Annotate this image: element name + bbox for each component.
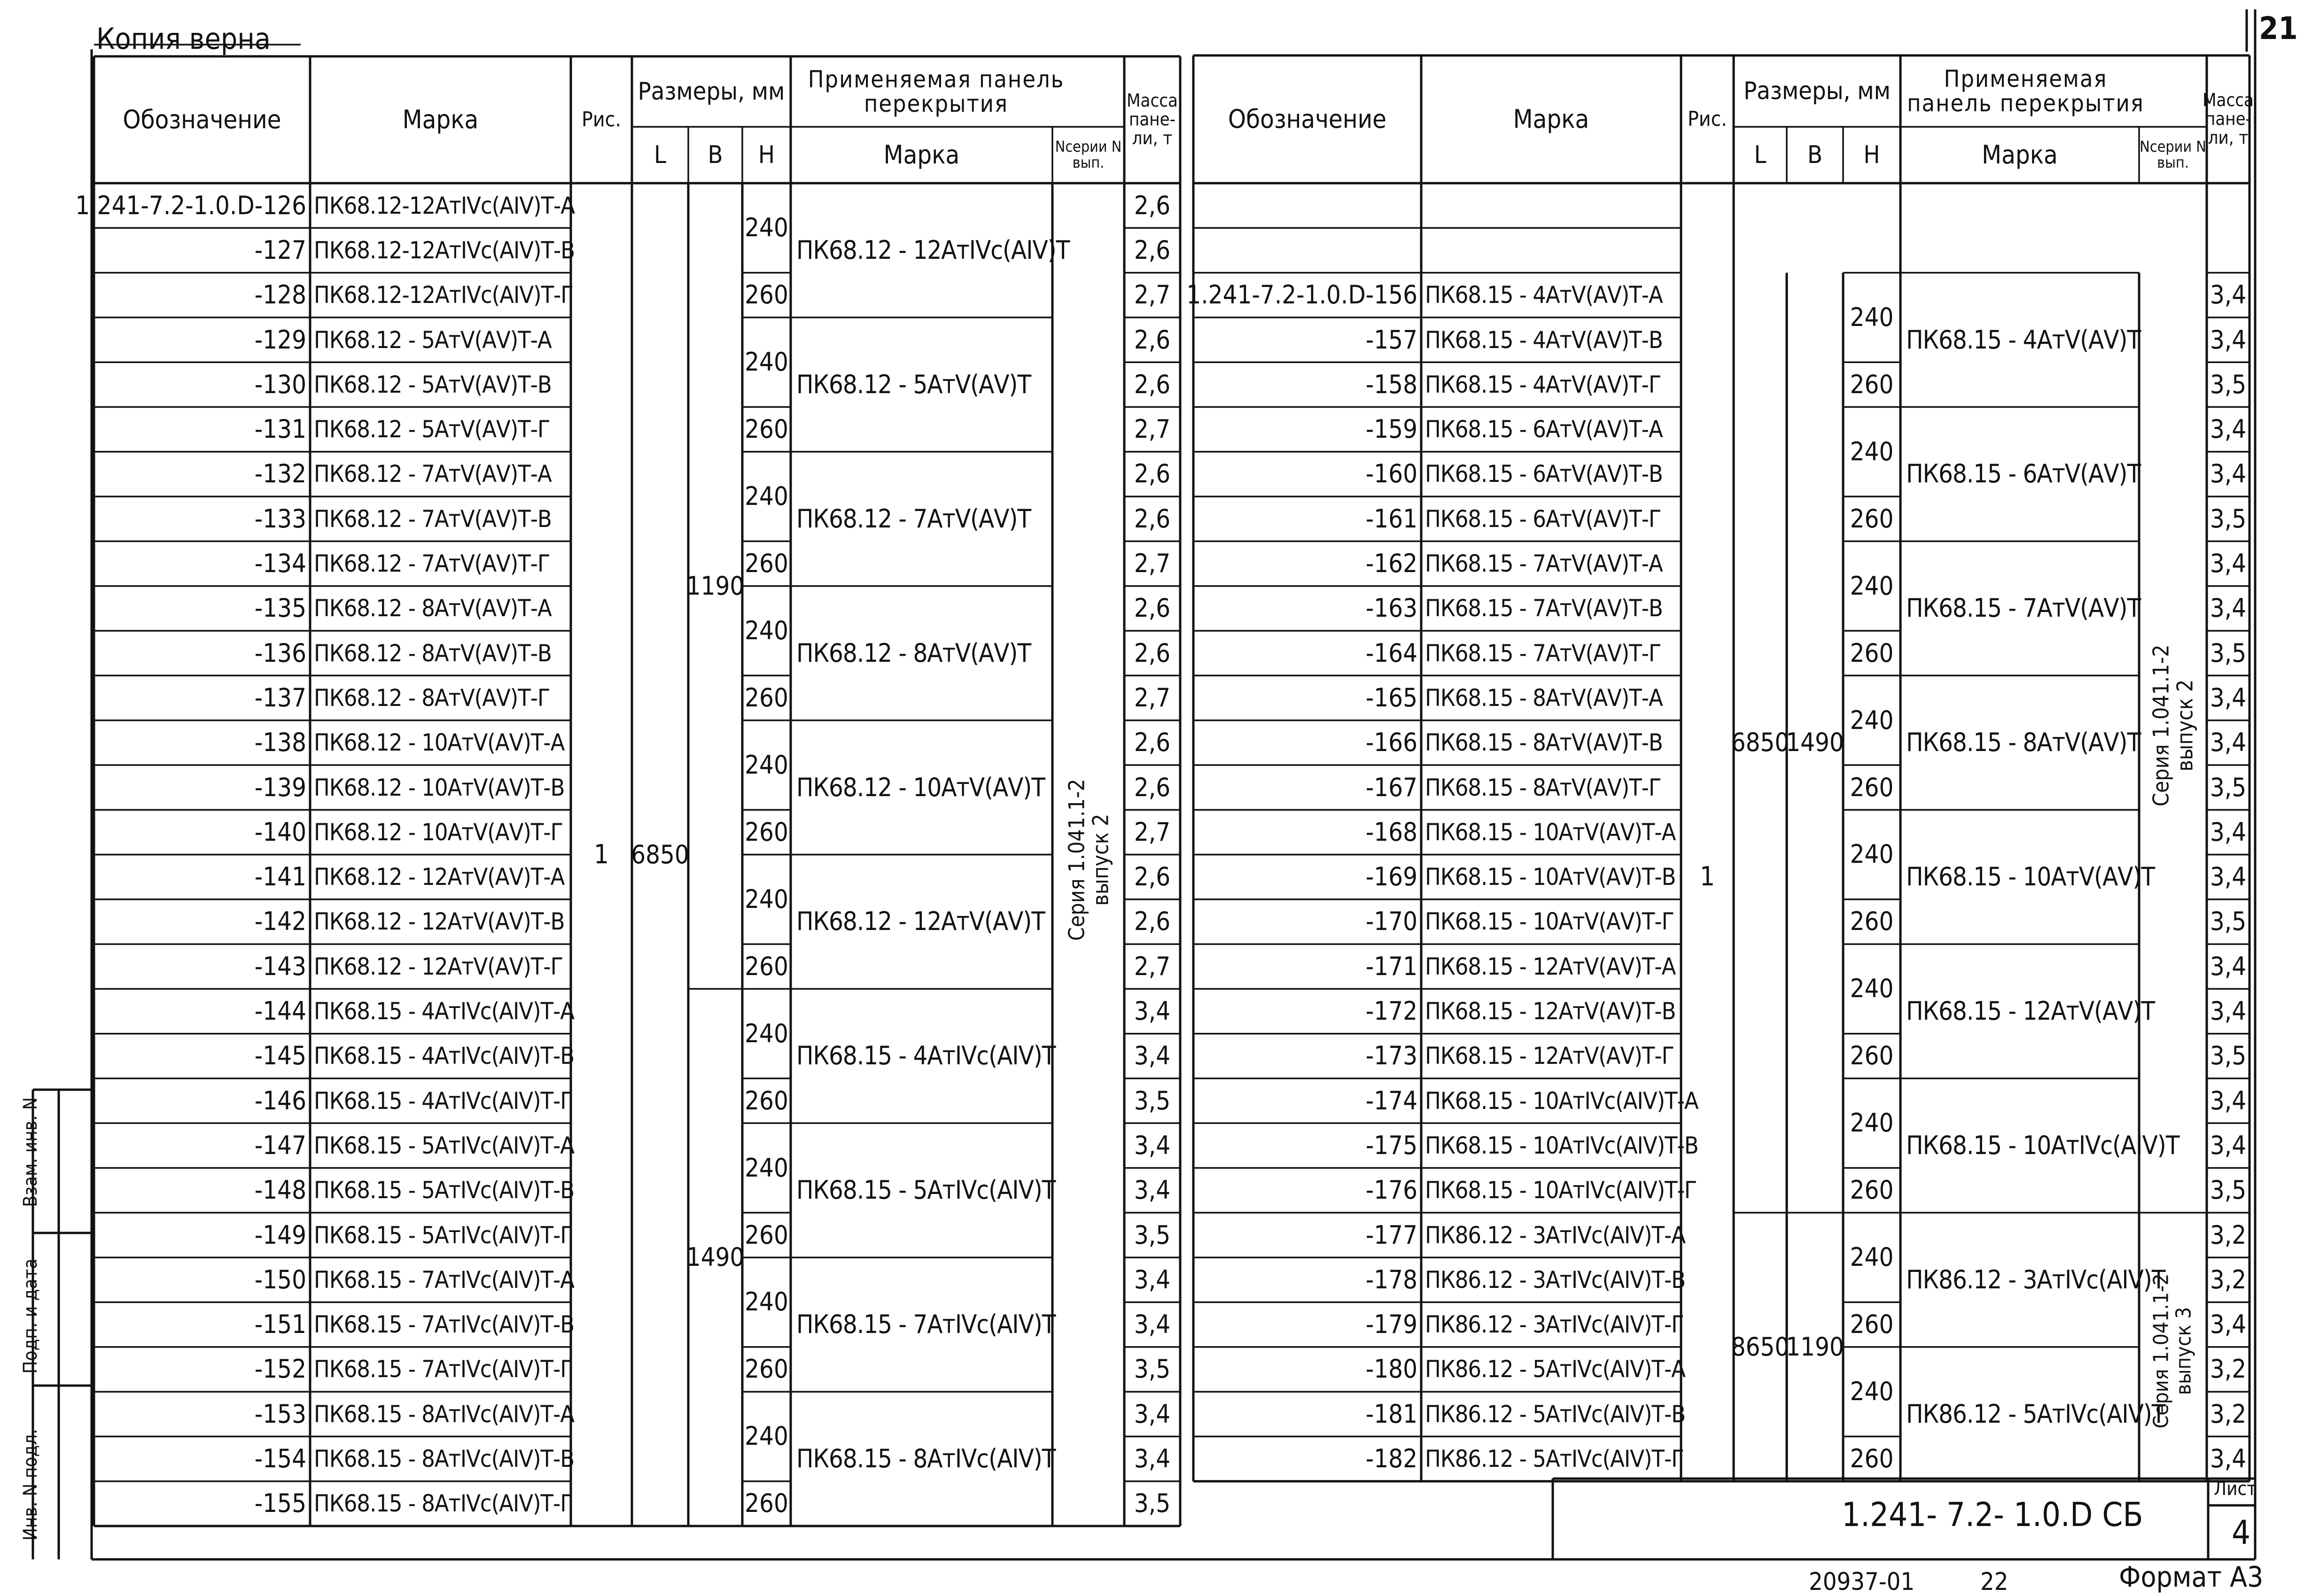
mass-cell: 3,4 [2210,1130,2247,1160]
mass-cell: 2,6 [1134,906,1171,937]
mark-cell: ПК68.15 - 6АтV(АV)Т-В [1425,460,1663,488]
mass-cell: 2,6 [1134,190,1171,220]
page-number: 22 [1980,1568,2008,1596]
height-cell: 260 [1850,1175,1894,1205]
mass-cell: 3,2 [2210,1354,2247,1384]
mass-cell: 3,5 [1134,1220,1171,1250]
mass-cell: 3,5 [1134,1085,1171,1116]
length-cell: 6850 [631,839,689,869]
panel-mark-cell: ПК68.15 - 8АтIVс(АIV)Т [796,1444,1056,1474]
designation-cell: -138 [254,728,306,758]
stamp-replace-inv: Взам. инв. N [20,1097,41,1207]
height-cell: 260 [1850,772,1894,802]
panel-mark-cell: ПК86.12 - 3АтIVс(АIV)Т [1906,1264,2165,1294]
mark-cell: ПК86.12 - 3АтIVс(АIV)Т-В [1425,1266,1686,1294]
mark-cell: ПК68.15 - 6АтV(АV)Т-Г [1425,505,1661,533]
mark-cell: ПК68.15 - 7АтV(АV)Т-Г [1425,639,1661,667]
mass-cell: 3,5 [2210,369,2247,399]
mark-cell: ПК68.12 - 12АтV(АV)Т-Г [314,953,563,980]
width-cell: 1490 [686,1242,745,1272]
panel-mark-cell: ПК68.15 - 12АтV(АV)Т [1906,996,2155,1026]
designation-cell: -132 [254,459,306,489]
width-cell: 1490 [1786,728,1844,758]
mass-cell: 3,4 [2210,593,2247,623]
designation-cell: -155 [254,1488,306,1519]
mass-cell: 3,5 [2210,504,2247,534]
mass-cell: 3,4 [2210,996,2247,1026]
mark-cell: ПК68.15 - 7АтIVс(АIV)Т-Г [314,1356,573,1383]
mass-cell: 2,6 [1134,369,1171,399]
col-designation: Обозначение [1228,104,1387,134]
col-panel: Применяемая панель перекрытия [808,65,1065,117]
mass-cell: 3,2 [2210,1220,2247,1250]
mass-cell: 2,6 [1134,325,1171,355]
col-H: H [1863,140,1880,169]
mark-cell: ПК68.15 - 12АтV(АV)Т-А [1425,953,1676,980]
mass-cell: 3,4 [2210,1309,2247,1340]
height-cell: 240 [745,1421,788,1451]
length-cell: 8650 [1731,1332,1790,1362]
mark-cell: ПК68.12 - 12АтV(АV)Т-А [314,863,565,891]
designation-cell: -170 [1365,906,1417,937]
designation-cell: -141 [254,862,306,892]
height-cell: 260 [745,549,788,579]
panel-mark-cell: ПК68.15 - 10АтV(АV)Т [1906,862,2155,892]
designation-cell: -145 [254,1041,306,1071]
mark-cell: ПК68.12 - 12АтV(АV)Т-В [314,908,565,936]
mass-cell: 3,5 [1134,1488,1171,1519]
mass-cell: 2,7 [1134,951,1171,981]
panel-mark-cell: ПК68.15 - 4АтIVс(АIV)Т [796,1041,1056,1071]
designation-cell: -146 [254,1085,306,1116]
designation-cell: -128 [254,280,306,310]
designation-cell: -160 [1365,459,1417,489]
designation-cell: -135 [254,593,306,623]
designation-cell: -134 [254,549,306,579]
mark-cell: ПК68.15 - 12АтV(АV)Т-В [1425,998,1676,1025]
mark-cell: ПК68.15 - 7АтV(АV)Т-В [1425,595,1663,622]
mass-cell: 3,4 [2210,325,2247,355]
mark-cell: ПК86.12 - 3АтIVс(АIV)Т-А [1425,1221,1685,1249]
panel-mark-cell: ПК68.15 - 8АтV(АV)Т [1906,728,2141,758]
mass-cell: 3,5 [2210,638,2247,668]
mark-cell: ПК68.15 - 8АтIVс(АIV)Т-А [314,1400,574,1428]
mark-cell: ПК68.12 - 5АтV(АV)Т-А [314,326,552,354]
panel-mark-cell: ПК86.12 - 5АтIVс(АIV)Т [1906,1399,2165,1429]
designation-cell: -150 [254,1264,306,1294]
mass-cell: 3,5 [2210,772,2247,802]
col-series: Nсерии N вып. [1055,138,1122,171]
mark-cell: ПК86.12 - 3АтIVс(АIV)Т-Г [1425,1311,1684,1339]
mark-cell: ПК68.15 - 7АтV(АV)Т-А [1425,550,1663,578]
designation-cell: -151 [254,1309,306,1340]
height-cell: 240 [1850,705,1894,735]
mark-cell: ПК68.15 - 10АтIVс(АIV)Т-В [1425,1131,1698,1159]
height-cell: 240 [745,1153,788,1183]
designation-cell: -148 [254,1175,306,1205]
designation-cell: -172 [1365,996,1417,1026]
designation-cell: 1.241-7.2-1.0.D-156 [1186,280,1417,310]
col-panel: Применяемая панель перекрытия [1907,65,2144,117]
mark-cell: ПК68.15 - 7АтIVс(АIV)Т-В [314,1311,575,1339]
mass-cell: 2,6 [1134,459,1171,489]
designation-cell: -133 [254,504,306,534]
mark-cell: ПК68.12 - 7АтV(АV)Т-В [314,505,552,533]
mass-cell: 2,6 [1134,504,1171,534]
mass-cell: 3,2 [2210,1399,2247,1429]
designation-cell: -182 [1365,1444,1417,1474]
mass-cell: 3,4 [1134,1399,1171,1429]
designation-cell: -159 [1365,414,1417,444]
mark-cell: ПК68.15 - 6АтV(АV)Т-А [1425,416,1663,443]
mass-cell: 2,7 [1134,682,1171,713]
height-cell: 260 [1850,1309,1894,1340]
panel-mark-cell: ПК68.12 - 8АтV(АV)Т [796,638,1031,668]
mark-cell: ПК68.15 - 10АтV(АV)Т-Г [1425,908,1674,936]
designation-cell: -180 [1365,1354,1417,1384]
doc-code: 1.241- 7.2- 1.0.D СБ [1842,1495,2143,1534]
height-cell: 240 [745,1287,788,1317]
mass-cell: 3,4 [1134,1041,1171,1071]
mass-cell: 3,2 [2210,1264,2247,1294]
height-cell: 240 [1850,1242,1894,1272]
designation-cell: -131 [254,414,306,444]
mark-cell: ПК68.12 - 10АтV(АV)Т-Г [314,818,563,846]
mass-cell: 2,7 [1134,817,1171,847]
series-label: Серия 1.041.1-2 выпуск 2 [2148,644,2197,806]
panel-mark-cell: ПК68.15 - 6АтV(АV)Т [1906,459,2141,489]
series-label: Серия 1.041.1-2 выпуск 3 [2149,1273,2196,1429]
designation-cell: -165 [1365,682,1417,713]
mark-cell: ПК68.12 - 5АтV(АV)Т-Г [314,416,550,443]
mass-cell: 2,7 [1134,414,1171,444]
length-cell: 6850 [1731,728,1790,758]
mark-cell: ПК68.12 - 7АтV(АV)Т-Г [314,550,550,578]
mark-cell: ПК68.15 - 4АтIVс(АIV)Т-Г [314,1087,573,1115]
height-cell: 240 [745,1018,788,1048]
figure-cell: 1 [593,839,609,870]
mark-cell: ПК68.15 - 4АтV(АV)Т-В [1425,326,1663,354]
designation-cell: -173 [1365,1041,1417,1071]
sheet-number: 4 [2232,1513,2251,1552]
mass-cell: 3,4 [2210,1085,2247,1116]
mass-cell: 2,6 [1134,728,1171,758]
col-fig: Рис. [582,107,621,132]
mass-cell: 2,6 [1134,638,1171,668]
mass-cell: 3,5 [2210,906,2247,937]
designation-cell: -158 [1365,369,1417,399]
width-cell: 1190 [1786,1332,1844,1362]
height-cell: 240 [1850,1377,1894,1407]
series-label: Серия 1.041.1-2 выпуск 2 [1063,778,1113,941]
panel-mark-cell: ПК68.12 - 12АтV(АV)Т [796,906,1045,937]
mass-cell: 3,4 [1134,1444,1171,1474]
mark-cell: ПК68.15 - 10АтIVс(АIV)Т-Г [1425,1177,1697,1204]
height-cell: 260 [745,280,788,310]
designation-cell: -176 [1365,1175,1417,1205]
designation-cell: -168 [1365,817,1417,847]
height-cell: 240 [1850,571,1894,601]
height-cell: 260 [745,682,788,713]
designation-cell: -144 [254,996,306,1026]
designation-cell: 1.241-7.2-1.0.D-126 [75,190,306,220]
mass-cell: 3,4 [2210,682,2247,713]
designation-cell: -143 [254,951,306,981]
mass-cell: 3,4 [2210,459,2247,489]
designation-cell: -140 [254,817,306,847]
mass-cell: 2,6 [1134,235,1171,265]
designation-cell: -153 [254,1399,306,1429]
mass-cell: 2,6 [1134,593,1171,623]
panel-mark-cell: ПК68.12 - 5АтV(АV)Т [796,369,1031,399]
stamp-inv-original: Инв. N подл. [20,1429,41,1541]
mark-cell: ПК68.15 - 10АтV(АV)Т-А [1425,818,1676,846]
height-cell: 260 [1850,1041,1894,1071]
height-cell: 240 [1850,839,1894,869]
height-cell: 240 [745,884,788,914]
designation-cell: -127 [254,235,306,265]
designation-cell: -137 [254,682,306,713]
col-dims: Размеры, мм [638,77,785,106]
designation-cell: -167 [1365,772,1417,802]
designation-cell: -162 [1365,549,1417,579]
mark-cell: ПК68.12 - 10АтV(АV)Т-В [314,774,565,801]
designation-cell: -181 [1365,1399,1417,1429]
mark-cell: ПК68.12 - 7АтV(АV)Т-А [314,460,552,488]
mark-cell: ПК86.12 - 5АтIVс(АIV)Т-А [1425,1356,1685,1383]
designation-cell: -174 [1365,1085,1417,1116]
mark-cell: ПК68.12-12АтIVс(АIV)Т-А [314,192,575,219]
mass-cell: 3,4 [1134,1175,1171,1205]
sheet-corner-number: 21 [2259,10,2298,46]
height-cell: 260 [1850,906,1894,937]
mass-cell: 3,4 [1134,1309,1171,1340]
sheet-label: Лист [2214,1478,2257,1500]
mark-cell: ПК68.15 - 5АтIVс(АIV)Т-В [314,1177,575,1204]
col-B: B [1807,140,1823,169]
mark-cell: ПК86.12 - 5АтIVс(АIV)Т-В [1425,1400,1686,1428]
height-cell: 240 [1850,302,1894,332]
mass-cell: 3,4 [2210,414,2247,444]
col-fig: Рис. [1688,107,1727,131]
height-cell: 260 [745,1220,788,1250]
designation-cell: -169 [1365,862,1417,892]
col-designation: Обозначение [123,104,281,134]
mark-cell: ПК68.15 - 8АтIVс(АIV)Т-Г [314,1490,573,1518]
panel-mark-cell: ПК68.15 - 4АтV(АV)Т [1906,325,2141,355]
height-cell: 260 [745,817,788,847]
mark-cell: ПК68.15 - 4АтV(АV)Т-А [1425,281,1663,309]
col-H: H [758,140,775,169]
mark-cell: ПК68.15 - 8АтV(АV)Т-Г [1425,774,1661,801]
col-panel-mark: Марка [883,139,960,170]
panel-mark-cell: ПК68.12 - 10АтV(АV)Т [796,772,1045,802]
mark-cell: ПК68.12-12АтIVс(АIV)Т-Г [314,281,573,309]
height-cell: 260 [1850,504,1894,534]
mark-cell: ПК68.15 - 10АтIVс(АIV)Т-А [1425,1087,1698,1115]
mass-cell: 2,6 [1134,862,1171,892]
col-panel-mark: Марка [1982,139,2058,170]
col-mass: Масса пане- ли, т [2203,90,2254,148]
designation-cell: -130 [254,369,306,399]
col-series: Nсерии N вып. [2140,138,2206,171]
mark-cell: ПК68.15 - 7АтIVс(АIV)Т-А [314,1266,574,1294]
mark-cell: ПК68.15 - 4АтV(АV)Т-Г [1425,371,1661,398]
mass-cell: 3,4 [2210,1444,2247,1474]
designation-cell: -147 [254,1130,306,1160]
height-cell: 260 [745,951,788,981]
height-cell: 240 [1850,974,1894,1004]
mark-cell: ПК68.15 - 12АтV(АV)Т-Г [1425,1042,1674,1070]
designation-cell: -136 [254,638,306,668]
panel-mark-cell: ПК68.15 - 7АтIVс(АIV)Т [796,1309,1056,1340]
height-cell: 260 [745,1488,788,1519]
height-cell: 240 [745,481,788,511]
col-mark: Марка [402,104,479,134]
mark-cell: ПК68.12 - 10АтV(АV)Т-А [314,729,565,757]
height-cell: 240 [745,750,788,780]
designation-cell: -161 [1365,504,1417,534]
designation-cell: -152 [254,1354,306,1384]
height-cell: 240 [1850,1108,1894,1138]
mass-cell: 3,4 [2210,817,2247,847]
mark-cell: ПК68.12 - 8АтV(АV)Т-В [314,639,552,667]
height-cell: 260 [1850,1444,1894,1474]
mark-cell: ПК68.15 - 5АтIVс(АIV)Т-А [314,1131,574,1159]
mass-cell: 3,5 [2210,1175,2247,1205]
designation-cell: -177 [1365,1220,1417,1250]
panel-mark-cell: ПК68.12 - 7АтV(АV)Т [796,504,1031,534]
height-cell: 240 [1850,436,1894,466]
designation-cell: -166 [1365,728,1417,758]
height-cell: 260 [1850,369,1894,399]
designation-cell: -149 [254,1220,306,1250]
mark-cell: ПК68.15 - 4АтIVс(АIV)Т-А [314,998,574,1025]
panel-mark-cell: ПК68.15 - 5АтIVс(АIV)Т [796,1175,1056,1205]
stamp-sign-date: Подп. и дата [20,1258,41,1374]
height-cell: 260 [745,414,788,444]
mass-cell: 3,4 [1134,996,1171,1026]
designation-cell: -163 [1365,593,1417,623]
mark-cell: ПК68.12 - 8АтV(АV)Т-Г [314,684,550,712]
col-L: L [654,140,667,169]
designation-cell: -139 [254,772,306,802]
designation-cell: -175 [1365,1130,1417,1160]
panel-mark-cell: ПК68.15 - 10АтIVс(АIV)Т [1906,1130,2179,1160]
height-cell: 240 [745,615,788,645]
mass-cell: 2,6 [1134,772,1171,802]
col-dims: Размеры, мм [1744,77,1891,105]
col-mass: Масса пане- ли, т [1127,90,1178,148]
mark-cell: ПК86.12 - 5АтIVс(АIV)Т-Г [1425,1445,1684,1473]
mass-cell: 3,5 [2210,1041,2247,1071]
designation-cell: -157 [1365,325,1417,355]
mass-cell: 3,5 [1134,1354,1171,1384]
mark-cell: ПК68.15 - 8АтIVс(АIV)Т-В [314,1445,575,1473]
mass-cell: 3,4 [2210,862,2247,892]
sheet-format: Формат А3 [2119,1561,2264,1594]
mass-cell: 3,4 [2210,951,2247,981]
mass-cell: 2,7 [1134,280,1171,310]
mass-cell: 2,7 [1134,549,1171,579]
mass-cell: 3,4 [2210,728,2247,758]
height-cell: 260 [745,1085,788,1116]
mass-cell: 3,4 [2210,549,2247,579]
archive-number: 20937-01 [1809,1568,1915,1596]
designation-cell: -171 [1365,951,1417,981]
figure-cell: 1 [1699,861,1715,892]
width-cell: 1190 [686,571,745,601]
panel-mark-cell: ПК68.15 - 7АтV(АV)Т [1906,593,2141,623]
designation-cell: -154 [254,1444,306,1474]
height-cell: 240 [745,213,788,243]
copy-note: Копия верна [96,22,271,56]
mark-cell: ПК68.12 - 8АтV(АV)Т-А [314,595,552,622]
mark-cell: ПК68.15 - 8АтV(АV)Т-В [1425,729,1663,757]
mass-cell: 3,4 [1134,1264,1171,1294]
col-L: L [1754,140,1767,169]
designation-cell: -129 [254,325,306,355]
mark-cell: ПК68.15 - 10АтV(АV)Т-В [1425,863,1676,891]
height-cell: 260 [1850,638,1894,668]
mass-cell: 3,4 [2210,280,2247,310]
designation-cell: -179 [1365,1309,1417,1340]
height-cell: 240 [745,347,788,377]
designation-cell: -178 [1365,1264,1417,1294]
col-B: B [708,140,723,169]
panel-mark-cell: ПК68.12 - 12АтIVс(АIV)Т [796,235,1070,265]
mark-cell: ПК68.15 - 8АтV(АV)Т-А [1425,684,1663,712]
col-mark: Марка [1513,104,1589,134]
height-cell: 260 [745,1354,788,1384]
designation-cell: -164 [1365,638,1417,668]
mark-cell: ПК68.15 - 4АтIVс(АIV)Т-В [314,1042,575,1070]
mark-cell: ПК68.12-12АтIVс(АIV)Т-В [314,236,575,264]
mark-cell: ПК68.15 - 5АтIVс(АIV)Т-Г [314,1221,573,1249]
mass-cell: 3,4 [1134,1130,1171,1160]
designation-cell: -142 [254,906,306,937]
mark-cell: ПК68.12 - 5АтV(АV)Т-В [314,371,552,398]
